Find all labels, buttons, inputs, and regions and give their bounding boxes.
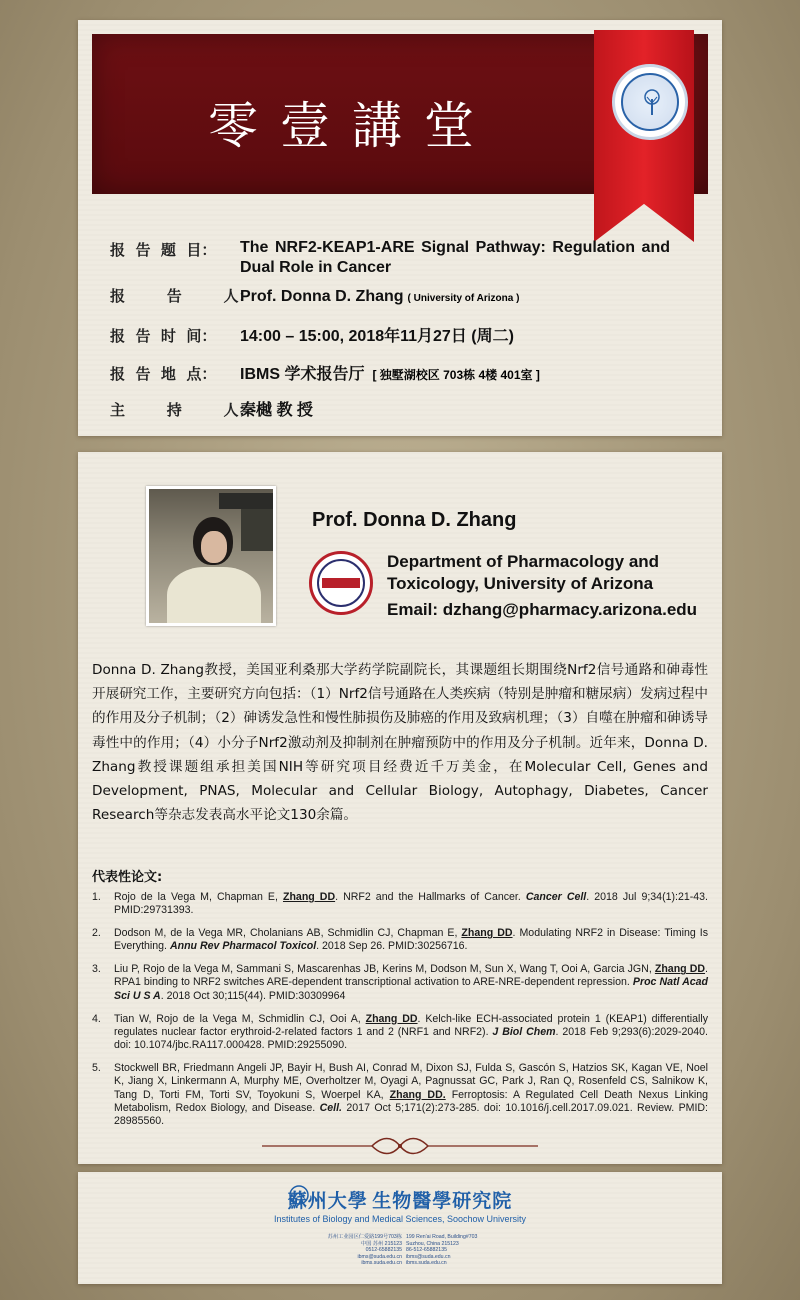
- paper-number: 1.: [92, 891, 101, 903]
- place-label: 报 告 地 点：: [110, 365, 217, 383]
- address-line: Suzhou, China 215123: [406, 1240, 459, 1247]
- address-line: ibms.suda.edu.cn: [406, 1260, 447, 1267]
- address-line: ibms.suda.edu.cn: [361, 1260, 402, 1267]
- paper-journal: J Biol Chem: [492, 1025, 556, 1038]
- paper-citation: [114, 963, 708, 1003]
- paper-journal: Cell.: [319, 1101, 342, 1114]
- paper-details: . 2018 Jul 9;34(1):21-43. PMID:29731393.: [114, 891, 708, 917]
- paper-number: 5.: [92, 1061, 101, 1074]
- paper-authors: Rojo de la Vega M, Chapman E,: [114, 891, 283, 903]
- banner-title: 零壹講堂: [208, 97, 496, 155]
- host-label: 主 持 人：: [110, 401, 254, 419]
- paper-number: 2.: [92, 927, 101, 940]
- place-row: [110, 361, 540, 384]
- paper-number: 3.: [92, 963, 101, 976]
- paper-title: . Modulating NRF2 in Disease: Timing Is Everything.: [114, 927, 708, 953]
- paper-title: . RPA1 binding to NRF2 switches ARE-dependent transcriptional activation to ARE-NRE-dependent repression.: [114, 963, 708, 989]
- tree-icon: [643, 89, 661, 115]
- address-line: 中国 苏州 215123: [361, 1240, 402, 1247]
- paper-highlight-author: Zhang DD: [654, 963, 706, 976]
- university-seal-icon: [309, 551, 373, 615]
- footer-logo: [0, 1186, 800, 1213]
- paper-highlight-author: Zhang DD: [461, 927, 513, 940]
- address-line: 199 Ren'ai Road, Building#703: [406, 1234, 478, 1240]
- paper-journal: Annu Rev Pharmacol Toxicol: [169, 940, 317, 953]
- paper-item: [92, 891, 708, 918]
- speaker-affiliation: ( University of Arizona ): [407, 293, 520, 304]
- paper-item: [92, 927, 708, 954]
- department-line-1: Department of Pharmacology and: [387, 552, 660, 571]
- papers-list: [92, 891, 708, 1138]
- paper-title: . Kelch-like ECH-associated protein 1 (KEAP1) differentially regulates nuclear factor erythroid-2-related factors 1 and 2 (NRF1 and NRF2).: [114, 1012, 708, 1038]
- time-label: 报 告 时 间：: [110, 327, 217, 345]
- address-line: 苏州工业园区仁爱路199号703栋: [327, 1234, 402, 1240]
- paper-citation: [114, 891, 708, 918]
- speaker-photo: [146, 486, 276, 626]
- profile-email: Email: dzhang@pharmacy.arizona.edu: [387, 600, 698, 619]
- paper-details: . 2018 Feb 9;293(6):2029-2040. doi: 10.1074/jbc.RA117.000428. PMID:29255090.: [114, 1025, 708, 1052]
- address-cn: [306, 1234, 402, 1267]
- paper-journal: Cancer Cell: [525, 891, 587, 903]
- papers-title: 代表性论文:: [92, 870, 163, 885]
- host-row: [110, 397, 313, 420]
- address-line: ibms@suda.edu.cn: [406, 1253, 451, 1260]
- ornament-divider-icon: [262, 1136, 538, 1156]
- paper-details: 2017 Oct 5;171(2):273-285. doi: 10.1016/j.cell.2017.09.021. Review. PMID: 28985560.: [114, 1101, 708, 1128]
- paper-citation: [114, 1013, 708, 1053]
- university-calligraphy: 蘇州大學: [287, 1190, 368, 1212]
- address-line: 86-512-65882135: [406, 1247, 447, 1254]
- address-line: 0512-65882135: [365, 1247, 402, 1254]
- institute-cn-name: 生物醫學研究院: [372, 1190, 513, 1212]
- topic-row: [110, 238, 670, 278]
- paper-number: 4.: [92, 1012, 101, 1025]
- paper-authors: Dodson M, de la Vega MR, Cholanians AB, Schmidlin CJ, Chapman E,: [114, 927, 462, 940]
- department-line-2: Toxicology, University of Arizona: [387, 574, 654, 593]
- speaker-row: [110, 285, 519, 306]
- institute-en-name: Institutes of Biology and Medical Sciences, Soochow University: [273, 1214, 527, 1224]
- paper-highlight-author: Zhang DD: [365, 1012, 418, 1025]
- paper-highlight-author: Zhang DD: [282, 891, 336, 903]
- institute-seal-icon: [612, 64, 688, 140]
- profile-name: Prof. Donna D. Zhang: [312, 509, 517, 531]
- paper-authors: Stockwell BR, Friedmann Angeli JP, Bayir H, Bush AI, Conrad M, Dixon SJ, Fulda S, Gascón S, Hatzios SK, Kagan VE, Noel K, Jiang X, Linkermann A, Murphy ME, Overholtzer M, Oyagi A, Pagnussat GC, Park J, Ran Q, Rosenfeld CS, Salnikow K, Tang D, Torti FM, Torti SV, Toyokuni S, Woerpel KA,: [114, 1061, 708, 1101]
- paper-item: [92, 1062, 708, 1128]
- paper-details: . 2018 Sep 26. PMID:30256716.: [316, 940, 468, 953]
- paper-title: . NRF2 and the Hallmarks of Cancer.: [335, 891, 526, 903]
- paper-citation: [114, 927, 708, 954]
- topic-value: The NRF2-KEAP1-ARE Signal Pathway: Regulation and Dual Role in Cancer: [240, 239, 670, 276]
- profile-department: [387, 551, 659, 595]
- paper-item: [92, 1013, 708, 1053]
- speaker-label: 报 告 人：: [110, 287, 254, 305]
- paper-authors: Liu P, Rojo de la Vega M, Sammani S, Mascarenhas JB, Kerins M, Dodson M, Sun X, Wang T, Ooi A, Garcia JGN,: [114, 963, 655, 976]
- paper-title: Ferroptosis: A Regulated Cell Death Nexus Linking Metabolism, Redox Biology, and Disease.: [114, 1088, 709, 1114]
- biography: Donna D. Zhang教授，美国亚利桑那大学药学院副院长，其课题组长期围绕Nrf2信号通路和砷毒性开展研究工作，主要研究方向包括：（1）Nrf2信号通路在人类疾病（特别是肿瘤和糖尿病）发病过程中的作用及分子机制；（2）砷诱发急性和慢性肺损伤及肺癌的作用及致病机理；（3）自噬在肿瘤和砷诱导毒性中的作用；（4）小分子Nrf2激动剂及抑制剂在肿瘤预防中的作用及分子机制。近年来，Donna D. Zhang教授课题组承担美国NIH等研究项目经费近千万美金，在Molecular Cell, Genes and Development, PNAS, Molecular and Cellular Biology, Autophagy, Diabetes, Cancer Research等杂志发表高水平论文130余篇。: [92, 662, 708, 824]
- time-value: 14:00 – 15:00, 2018年11月27日 (周二): [240, 328, 514, 345]
- time-row: [110, 323, 514, 346]
- speaker-value: Prof. Donna D. Zhang: [240, 288, 404, 305]
- place-value: IBMS 学术报告厅: [240, 366, 365, 383]
- place-detail: [ 独墅湖校区 703栋 4楼 401室 ]: [372, 368, 540, 382]
- paper-details: . 2018 Oct 30;115(44). PMID:30309964: [160, 989, 346, 1002]
- paper-highlight-author: Zhang DD.: [389, 1088, 446, 1101]
- paper-journal: Proc Natl Acad Sci U S A: [114, 976, 708, 1002]
- address-line: ibms@suda.edu.cn: [357, 1253, 402, 1260]
- host-value: 秦樾 教 授: [240, 402, 313, 419]
- paper-authors: Tian W, Rojo de la Vega M, Schmidlin CJ, Ooi A,: [114, 1012, 366, 1025]
- paper-item: [92, 963, 708, 1003]
- address-en: [406, 1234, 506, 1267]
- topic-label: 报 告 题 目：: [110, 241, 217, 259]
- paper-citation: [114, 1062, 708, 1128]
